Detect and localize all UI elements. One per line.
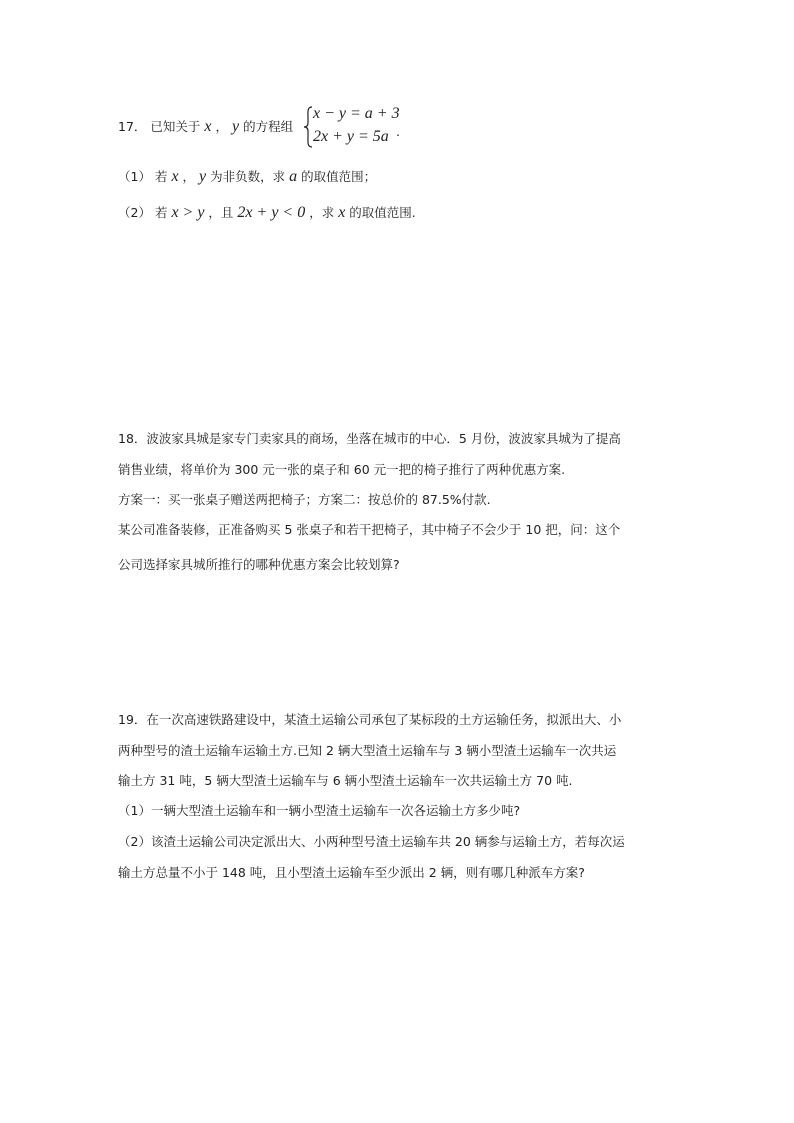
q17-part2 — [118, 203, 416, 222]
q17-part2-num: （2） — [118, 205, 151, 220]
q18-line2: 销售业绩，将单价为 300 元一张的桌子和 60 元一把的椅子推行了两种优惠方案. — [118, 462, 566, 477]
q17-var-y: y — [231, 118, 240, 135]
q19-line4: （1）一辆大型渣土运输车和一辆小型渣土运输车一次各运输土方多少吨? — [118, 803, 521, 818]
q17-part1-a-var: a — [289, 168, 298, 185]
q17-part2-text-b: ，且 — [208, 205, 234, 220]
equation-brace — [303, 106, 313, 148]
q18-line4: 某公司准备装修，正准备购买 5 张桌子和若干把椅子，其中椅子不会少于 10 把，问：这个 — [118, 522, 621, 537]
q17-intro-a: 已知关于 — [150, 119, 201, 134]
q17-part1-x: x — [171, 168, 179, 185]
q17-var-x: x — [204, 118, 212, 135]
q17-part2-ineq2: 2x + y < 0 — [237, 204, 306, 221]
q17-part2-text-a: 若 — [154, 205, 168, 220]
q19-line1: 19．在一次高速铁路建设中，某渣土运输公司承包了某标段的土方运输任务，拟派出大、小 — [118, 712, 622, 727]
q18-line1: 18．波波家具城是家专门卖家具的商场，坐落在城市的中心．5 月份，波波家具城为了提高 — [118, 431, 621, 446]
q19-line2: 两种型号的渣土运输车运输土方.已知 2 辆大型渣土运输车与 3 辆小型渣土运输车一次共运 — [118, 743, 617, 758]
q17-part1 — [118, 167, 376, 186]
q17-part1-text-a: 若 — [154, 169, 168, 184]
q19-line5: （2）该渣土运输公司决定派出大、小两种型号渣土运输车共 20 辆参与运输土方，若每次运 — [118, 834, 625, 849]
q18-line5: 公司选择家具城所推行的哪种优惠方案会比较划算? — [118, 557, 400, 572]
q17-sep: ， — [215, 119, 228, 134]
q17-part1-num: （1） — [118, 169, 151, 184]
q17-intro-b: 的方程组 — [243, 119, 294, 134]
q18-line3: 方案一：买一张桌子赠送两把椅子；方案二：按总价的 87.5%付款. — [118, 492, 491, 507]
q17-part1-y: y — [199, 168, 207, 185]
q17-part1-sep: ， — [182, 169, 196, 184]
q17-end: . — [396, 124, 400, 139]
q17-eq1: x − y = a + 3 — [313, 105, 400, 122]
q19-line6: 输土方总量不小于 148 吨，且小型渣土运输车至少派出 2 辆，则有哪几种派车方案? — [118, 865, 585, 880]
q17-number: 17． — [118, 119, 147, 134]
q17-part2-text-c: ，求 — [309, 205, 335, 220]
q17-eq2: 2x + y = 5a — [313, 128, 389, 145]
q17-part2-x: x — [338, 204, 346, 221]
q17-stem — [118, 117, 293, 136]
q19-line3: 输土方 31 吨，5 辆大型渣土运输车与 6 辆小型渣土运输车一次共运输土方 70 吨. — [118, 773, 573, 788]
q17-part2-text-d: 的取值范围. — [349, 205, 416, 220]
q17-part2-ineq1: x > y — [171, 204, 205, 221]
q17-part1-text-c: 的取值范围； — [301, 169, 377, 184]
q17-part1-text-b: 为非负数，求 — [210, 169, 286, 184]
